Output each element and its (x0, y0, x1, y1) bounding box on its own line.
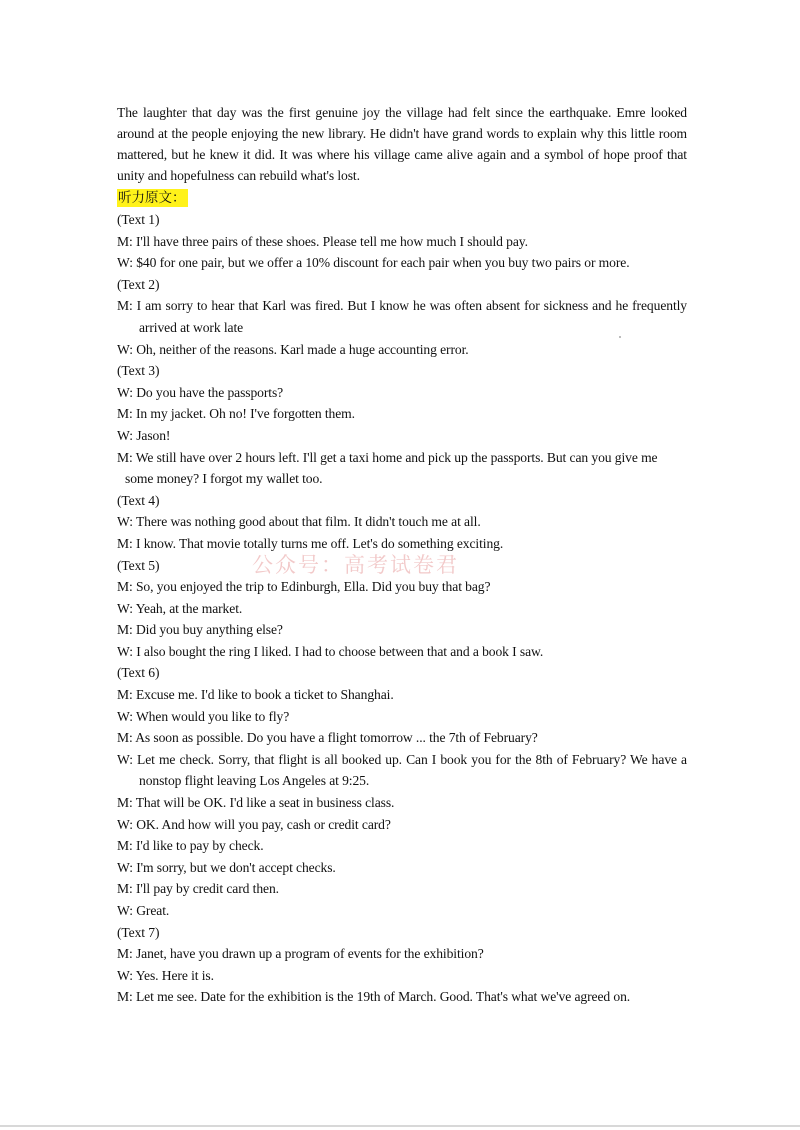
dialogue-line: M: I'd like to pay by check. (117, 838, 264, 854)
text-label: (Text 1) (117, 212, 160, 227)
watermark: 公众号：高考试卷君 (252, 553, 459, 577)
dialogue-line: W: Oh, neither of the reasons. Karl made a huge accounting error. (117, 341, 469, 357)
intro-paragraph: The laughter that day was the first genuine joy the village had felt since the earthquake. Emre looked around at the people enjoying the new library. He didn't have grand words to explain why this little room mattered, but he knew it did. It was where his village came alive again and a symbol of hope proof that unity and hopefulness can rebuild what's lost. (117, 105, 687, 183)
dialogue-line: M: I am sorry to hear that Karl was fired. But I know he was often absent for sickness and he frequently arrived at work late (117, 298, 687, 335)
dialogue-line: M: So, you enjoyed the trip to Edinburgh, Ella. Did you buy that bag? (117, 579, 491, 595)
document-page (117, 102, 687, 1008)
dialogue-line: W: Do you have the passports? (117, 384, 284, 400)
dialogue-continuation: some money? I forgot my wallet too. (125, 471, 323, 487)
dialogue-line: W: When would you like to fly? (117, 708, 290, 724)
dialogue-line: M: I'll have three pairs of these shoes. Please tell me how much I should pay. (117, 233, 528, 249)
dialogue-line: W: There was nothing good about that film. It didn't touch me at all. (117, 514, 481, 530)
text-label: (Text 6) (117, 665, 160, 681)
section-heading-row (117, 186, 687, 209)
dialogue-line: M: I'll pay by credit card then. (117, 881, 279, 897)
dialogue-line: M: We still have over 2 hours left. I'll get a taxi home and pick up the passports. But can you give me (117, 449, 658, 465)
dialogue-line: M: That will be OK. I'd like a seat in business class. (117, 795, 395, 811)
transcript (117, 209, 687, 1008)
dialogue-line: M: I know. That movie totally turns me off. Let's do something exciting. (117, 535, 504, 551)
dialogue-line: W: Great. (117, 903, 170, 918)
dialogue-line: W: Let me check. Sorry, that flight is all booked up. Can I book you for the 8th of February? We have a nonstop flight leaving Los Angeles at 9:25. (117, 751, 687, 789)
dialogue-line: M: As soon as possible. Do you have a flight tomorrow ... the 7th of February? (117, 730, 538, 746)
dialogue-line: M: Excuse me. I'd like to book a ticket to Shanghai. (117, 687, 394, 703)
page-bottom-edge (0, 1125, 800, 1127)
section-heading: 听力原文： (118, 189, 186, 206)
text-label: (Text 2) (117, 276, 160, 292)
dialogue-line: W: Jason! (117, 427, 171, 443)
dialogue-line: M: Janet, have you drawn up a program of events for the exhibition? (117, 946, 484, 962)
dialogue-line: W: I also bought the ring I liked. I had to choose between that and a book I saw. (117, 643, 544, 659)
text-label: (Text 7) (117, 924, 160, 940)
dialogue-line: M: Let me see. Date for the exhibition is the 19th of March. Good. That's what we've agreed on. (117, 989, 631, 1005)
text-label: (Text 3) (117, 363, 160, 379)
dialogue-line: W: Yeah, at the market. (117, 600, 243, 616)
text-label: (Text 4) (117, 492, 160, 508)
scan-speck (619, 336, 621, 338)
dialogue-line: M: In my jacket. Oh no! I've forgotten them. (117, 406, 355, 422)
dialogue-line: M: Did you buy anything else? (117, 622, 283, 638)
dialogue-line: W: Yes. Here it is. (117, 967, 214, 983)
dialogue-line: W: I'm sorry, but we don't accept checks. (117, 859, 336, 875)
text-label: (Text 5) (117, 557, 160, 573)
dialogue-line: W: $40 for one pair, but we offer a 10% discount for each pair when you buy two pairs or more. (117, 255, 630, 271)
dialogue-line: W: OK. And how will you pay, cash or credit card? (117, 816, 391, 832)
